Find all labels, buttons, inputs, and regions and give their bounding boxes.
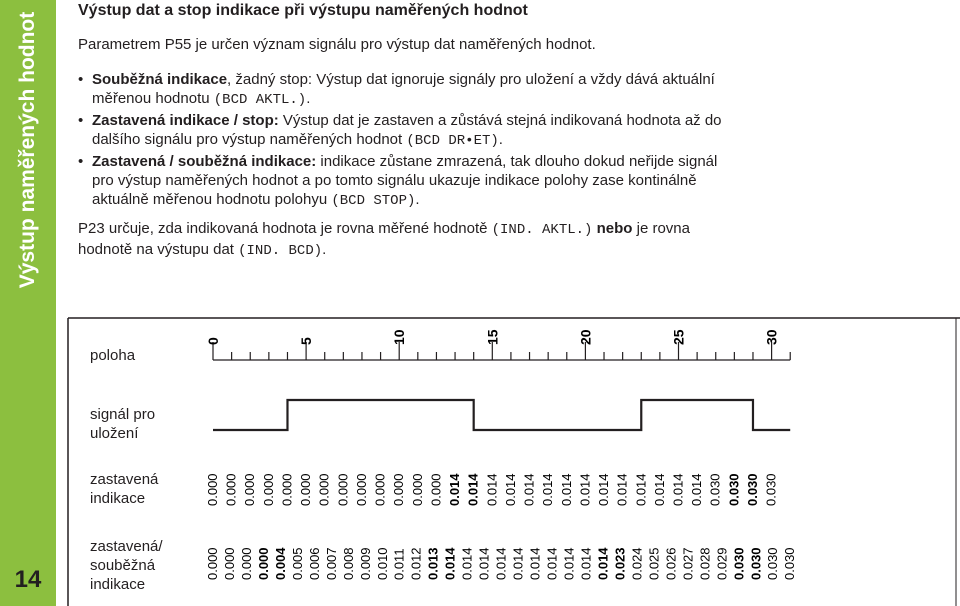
held-value: 0.014 — [577, 473, 593, 506]
p23-text-a: P23 určuje, zda indikovaná hodnota je rovna měřené hodnotě — [78, 220, 492, 237]
store-signal-line — [213, 400, 790, 430]
p23-text-b: je rovna hodnotě na výstupu dat — [78, 220, 690, 258]
held-live-value: 0.010 — [374, 547, 390, 580]
held-live-value: 0.014 — [510, 547, 526, 580]
row-label-held: zastavená indikace — [90, 471, 159, 507]
position-tick-label: 20 — [577, 329, 594, 345]
held-live-value: 0.028 — [697, 547, 713, 580]
held-live-value: 0.030 — [731, 547, 747, 580]
row-label-held-live: zastavená/ souběžná indikace — [90, 538, 163, 593]
page-number: 14 — [14, 566, 42, 593]
row-label-store-signal: signál pro uložení — [90, 406, 156, 442]
held-live-value: 0.000 — [221, 547, 237, 580]
position-tick-label: 5 — [298, 337, 315, 345]
row-label-position: poloha — [90, 347, 136, 364]
held-live-value: 0.030 — [782, 547, 798, 580]
bullet-tail: . — [498, 131, 503, 148]
position-tick-label: 25 — [670, 329, 687, 345]
held-live-value: 0.011 — [391, 548, 407, 580]
held-live-values — [205, 547, 797, 580]
bullet-term: Zastavená indikace / stop: — [92, 112, 279, 129]
held-live-value: 0.024 — [629, 547, 645, 580]
bullet-tail: . — [306, 90, 311, 107]
held-value: 0.000 — [428, 473, 444, 506]
held-live-value: 0.023 — [612, 547, 628, 580]
held-live-value: 0.029 — [714, 547, 730, 580]
held-value: 0.000 — [372, 473, 388, 506]
held-value: 0.030 — [707, 473, 723, 506]
held-live-value: 0.014 — [476, 547, 492, 580]
held-live-value: 0.005 — [289, 547, 305, 580]
held-value: 0.014 — [447, 473, 463, 506]
bullet-text: indikace zůstane zmrazená, tak dlouho dokud neřijde signál pro výstup naměřených hodnot a po tomto signálu ukazuje indikace polohy zase kontinálně aktuálně měřenou hodnotu polohyu — [92, 153, 718, 208]
held-live-value: 0.000 — [238, 547, 254, 580]
held-live-value: 0.007 — [323, 547, 339, 580]
bullet-tail: . — [415, 191, 420, 208]
page-heading: Výstup dat a stop indikace při výstupu naměřených hodnot — [78, 2, 528, 19]
held-live-value: 0.014 — [459, 547, 475, 580]
held-values — [205, 473, 779, 506]
held-value: 0.014 — [651, 473, 667, 506]
held-live-value: 0.025 — [646, 547, 662, 580]
held-live-value: 0.026 — [663, 547, 679, 580]
bullet-code: (BCD DR•ET) — [406, 133, 499, 149]
held-live-value: 0.014 — [578, 547, 594, 580]
bullet-code: (BCD AKTL.) — [213, 92, 307, 108]
held-value: 0.000 — [242, 473, 258, 506]
bullet-text: Výstup dat je zastaven a zůstává stejná indikovaná hodnota až do dalšího signálu pro výstup naměřených hodnot — [92, 112, 722, 148]
held-live-value: 0.006 — [306, 547, 322, 580]
held-value: 0.000 — [316, 473, 332, 506]
held-value: 0.014 — [614, 473, 630, 506]
held-value: 0.014 — [558, 473, 574, 506]
bullet-term: Souběžná indikace — [92, 71, 228, 88]
held-value: 0.014 — [689, 473, 705, 506]
held-live-value: 0.030 — [765, 547, 781, 580]
position-tick-label: 10 — [391, 329, 408, 345]
held-live-value: 0.014 — [561, 547, 577, 580]
p23-text-c: . — [322, 241, 327, 258]
held-live-value: 0.013 — [425, 547, 441, 580]
held-live-value: 0.009 — [357, 547, 373, 580]
p23-code-2: (IND. BCD) — [238, 243, 323, 259]
held-live-value: 0.014 — [527, 547, 543, 580]
held-live-value: 0.008 — [340, 547, 356, 580]
held-value: 0.014 — [484, 473, 500, 506]
held-value: 0.014 — [465, 473, 481, 506]
held-value: 0.030 — [726, 473, 742, 506]
store-signal — [213, 400, 790, 430]
held-live-value: 0.030 — [748, 547, 764, 580]
bullet-term: Zastavená / souběžná indikace: — [92, 153, 317, 170]
held-value: 0.000 — [279, 473, 295, 506]
held-live-value: 0.014 — [595, 547, 611, 580]
held-live-value: 0.014 — [493, 547, 509, 580]
held-live-value: 0.014 — [544, 547, 560, 580]
held-value: 0.000 — [298, 473, 314, 506]
held-value: 0.000 — [260, 473, 276, 506]
held-value: 0.014 — [540, 473, 556, 506]
held-value: 0.014 — [596, 473, 612, 506]
held-live-value: 0.014 — [442, 547, 458, 580]
held-value: 0.014 — [502, 473, 518, 506]
position-tick-label: 30 — [763, 329, 780, 345]
held-value: 0.014 — [670, 473, 686, 506]
position-axis — [205, 329, 790, 360]
held-value: 0.000 — [409, 473, 425, 506]
position-tick-label: 15 — [484, 329, 501, 345]
held-value: 0.014 — [633, 473, 649, 506]
held-live-value: 0.027 — [680, 547, 696, 580]
bullet-text: , žadný stop: Výstup dat ignoruje signály pro uložení a vždy dává aktuální měřenou hodnotu — [92, 71, 715, 107]
held-value: 0.000 — [353, 473, 369, 506]
held-value: 0.000 — [223, 473, 239, 506]
held-value: 0.000 — [335, 473, 351, 506]
held-value: 0.030 — [744, 473, 760, 506]
intro-paragraph: Parametrem P55 je určen význam signálu pro výstup dat naměřených hodnot. — [78, 36, 596, 53]
held-live-value: 0.000 — [205, 547, 220, 580]
p23-bold: nebo — [592, 220, 633, 237]
section-title: Výstup naměřených hodnot — [16, 11, 39, 289]
held-value: 0.000 — [391, 473, 407, 506]
position-tick-label: 0 — [205, 337, 221, 345]
held-value: 0.030 — [763, 473, 779, 506]
held-value: 0.014 — [521, 473, 537, 506]
p23-code-1: (IND. AKTL.) — [491, 222, 593, 238]
held-live-value: 0.004 — [272, 547, 288, 580]
bullet-code: (BCD STOP) — [331, 193, 416, 209]
held-live-value: 0.000 — [255, 547, 271, 580]
held-live-value: 0.012 — [408, 547, 424, 580]
held-value: 0.000 — [205, 473, 220, 506]
